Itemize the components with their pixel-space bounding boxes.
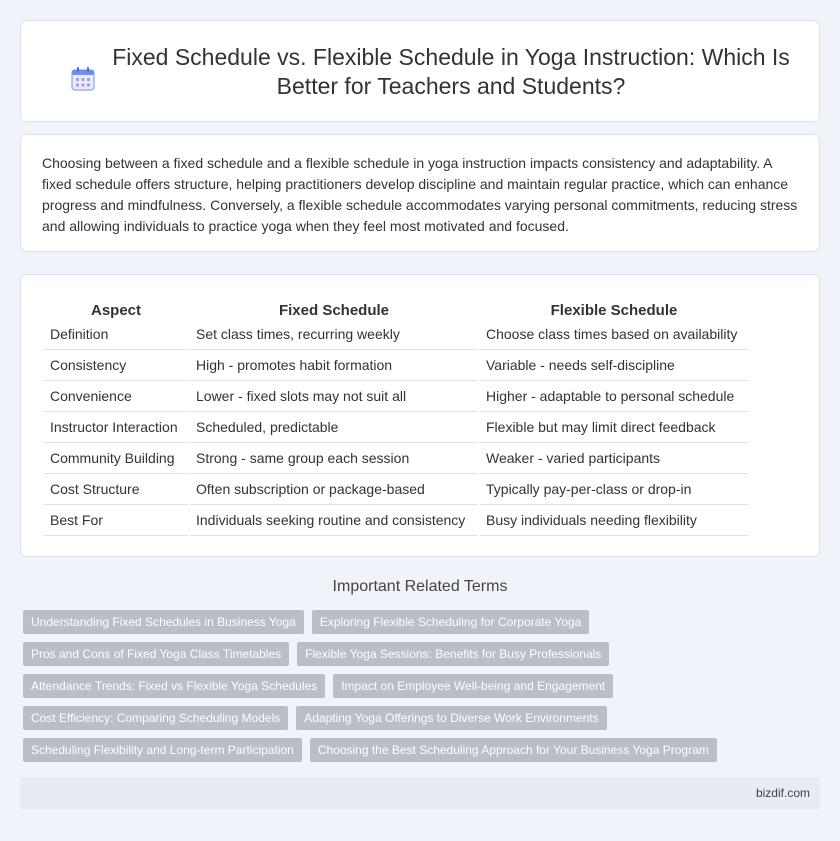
table-cell: Flexible but may limit direct feedback — [480, 412, 748, 443]
table-cell: Often subscription or package-based — [190, 474, 478, 505]
table-cell: Community Building — [44, 443, 188, 474]
table-row — [44, 319, 748, 350]
header-card — [20, 20, 820, 122]
related-term-link[interactable]: Pros and Cons of Fixed Yoga Class Timetables — [23, 642, 289, 666]
comparison-table — [42, 297, 750, 536]
table-row — [44, 350, 748, 381]
related-terms-title: Important Related Terms — [332, 578, 508, 595]
intro-text: Choosing between a fixed schedule and a flexible schedule in yoga instruction impacts consistency and adaptability. A fixed schedule offers structure, helping practitioners develop discipline and maintain regular practice, which can enhance progress and mindfulness. Conversely, a flexible schedule accommodates varying personal commitments, reducing stress and allowing individuals to practice yoga when they feel most motivated and focused. — [42, 155, 798, 234]
footer-site-link[interactable]: bizdif.com — [755, 786, 810, 800]
table-cell: Weaker - varied participants — [480, 443, 748, 474]
table-row — [44, 412, 748, 443]
table-cell: Consistency — [44, 350, 188, 381]
table-header-row — [44, 297, 748, 319]
related-terms-list — [23, 610, 823, 770]
page-title: Fixed Schedule vs. Flexible Schedule in Yoga Instruction: Which Is Better for Teachers and Students? — [112, 44, 790, 99]
related-term-link[interactable]: Adapting Yoga Offerings to Diverse Work Environments — [296, 706, 606, 730]
tag-row — [23, 674, 823, 706]
table-header: Fixed Schedule — [278, 302, 390, 319]
table-cell: Instructor Interaction — [44, 412, 188, 443]
table-cell: Higher - adaptable to personal schedule — [480, 381, 748, 412]
table-row — [44, 474, 748, 505]
related-term-link[interactable]: Scheduling Flexibility and Long-term Participation — [23, 738, 302, 762]
footer — [20, 777, 820, 809]
related-term-link[interactable]: Understanding Fixed Schedules in Business Yoga — [23, 610, 304, 634]
table-row — [44, 381, 748, 412]
related-term-link[interactable]: Attendance Trends: Fixed vs Flexible Yoga Schedules — [23, 674, 325, 698]
table-cell: Best For — [44, 505, 188, 536]
tag-row — [23, 610, 823, 642]
table-header: Aspect — [90, 302, 142, 319]
related-term-link[interactable]: Choosing the Best Scheduling Approach for Your Business Yoga Program — [310, 738, 717, 762]
related-term-link[interactable]: Exploring Flexible Scheduling for Corporate Yoga — [312, 610, 590, 634]
tag-row — [23, 642, 823, 674]
table-cell: Strong - same group each session — [190, 443, 478, 474]
table-cell: Scheduled, predictable — [190, 412, 478, 443]
table-row — [44, 443, 748, 474]
table-cell: Set class times, recurring weekly — [190, 319, 478, 350]
tag-row — [23, 706, 823, 738]
table-row — [44, 505, 748, 536]
table-cell: Choose class times based on availability — [480, 319, 748, 350]
table-cell: Busy individuals needing flexibility — [480, 505, 748, 536]
table-cell: Lower - fixed slots may not suit all — [190, 381, 478, 412]
table-cell: Individuals seeking routine and consistency — [190, 505, 478, 536]
table-header: Flexible Schedule — [550, 302, 678, 319]
related-term-link[interactable]: Flexible Yoga Sessions: Benefits for Busy Professionals — [297, 642, 609, 666]
intro-card — [20, 134, 820, 252]
table-cell: High - promotes habit formation — [190, 350, 478, 381]
table-cell: Cost Structure — [44, 474, 188, 505]
related-term-link[interactable]: Cost Efficiency: Comparing Scheduling Models — [23, 706, 288, 730]
comparison-table-card — [20, 274, 820, 557]
tag-row — [23, 738, 823, 770]
table-cell: Typically pay-per-class or drop-in — [480, 474, 748, 505]
table-cell: Variable - needs self-discipline — [480, 350, 748, 381]
related-term-link[interactable]: Impact on Employee Well-being and Engagement — [333, 674, 613, 698]
table-cell: Convenience — [44, 381, 188, 412]
table-cell: Definition — [44, 319, 188, 350]
